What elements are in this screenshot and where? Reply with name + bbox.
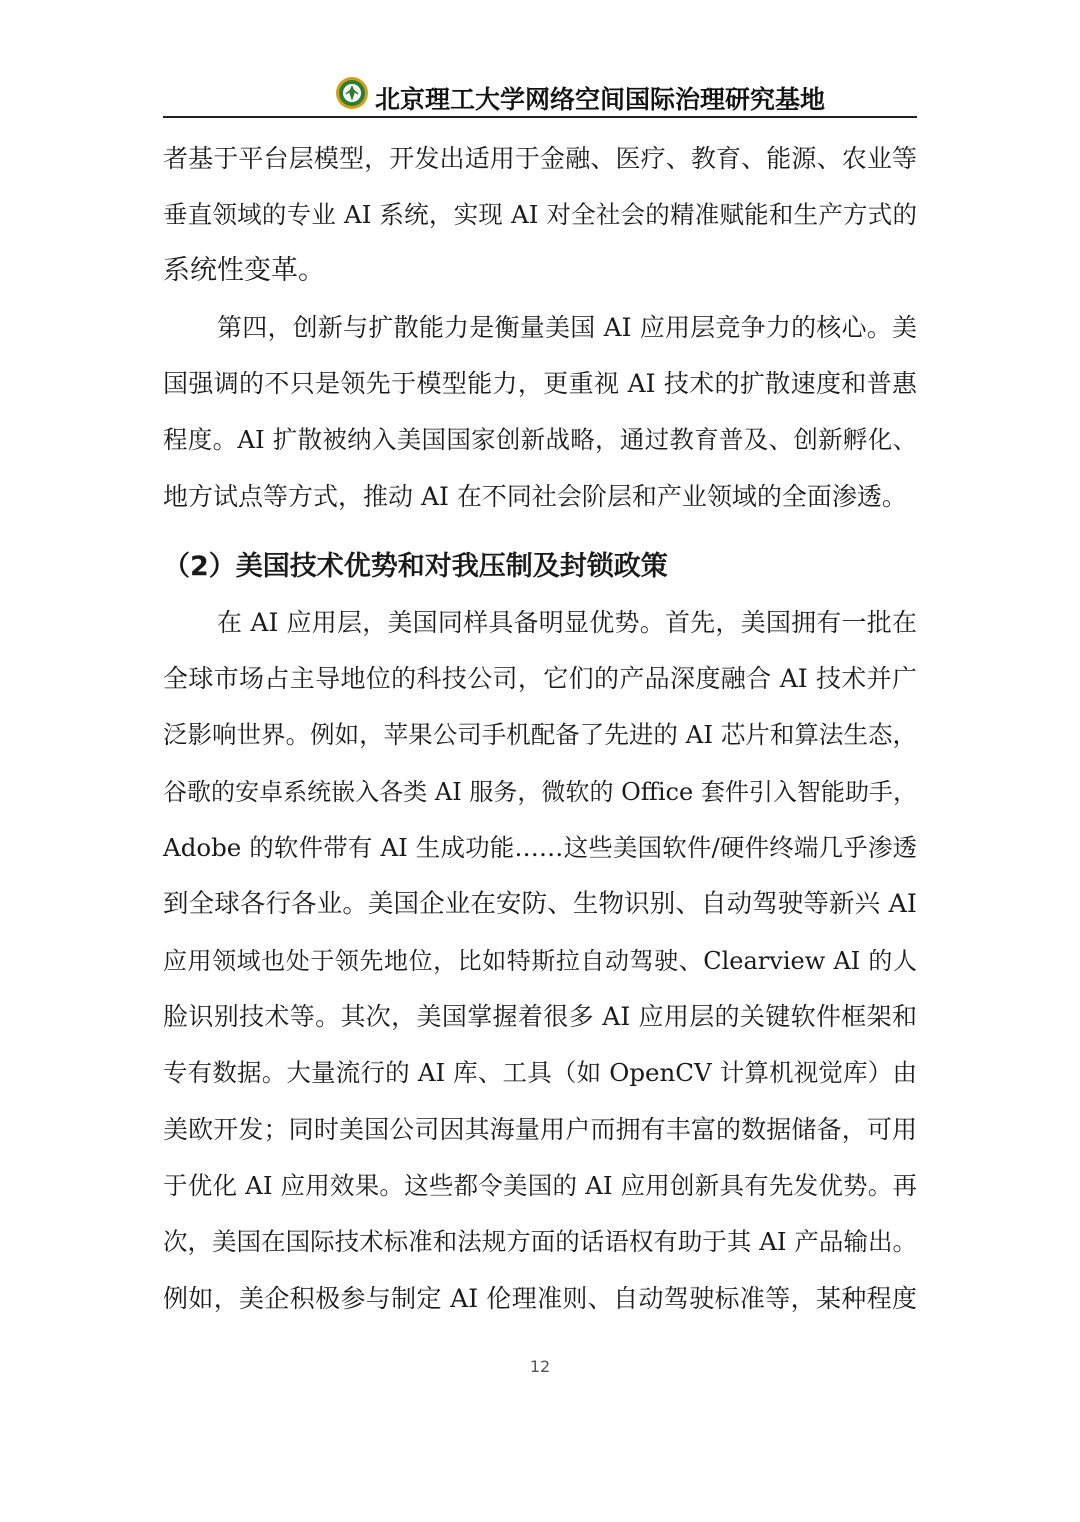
body-text-line: 次，美国在国际技术标准和法规方面的话语权有助于其 AI 产品输出。	[163, 1227, 917, 1256]
body-text-line: 第四，创新与扩散能力是衡量美国 AI 应用层竞争力的核心。美	[217, 313, 917, 342]
body-text-line: 例如，美企积极参与制定 AI 伦理准则、自动驾驶标准等，某种程度	[163, 1284, 917, 1313]
body-text-line: 美欧开发；同时美国公司因其海量用户而拥有丰富的数据储备，可用	[163, 1115, 917, 1144]
body-text-line: 垂直领域的专业 AI 系统，实现 AI 对全社会的精准赋能和生产方式的	[163, 200, 917, 229]
body-text-line: 国强调的不只是领先于模型能力，更重视 AI 技术的扩散速度和普惠	[163, 369, 917, 398]
body-text-line: 系统性变革。	[163, 255, 325, 286]
body-text-line: 泛影响世界。例如，苹果公司手机配备了先进的 AI 芯片和算法生态，	[163, 720, 917, 749]
page-header	[163, 64, 917, 118]
body-text-line: 地方试点等方式，推动 AI 在不同社会阶层和产业领域的全面渗透。	[163, 482, 907, 511]
body-text-line: 应用领域也处于领先地位，比如特斯拉自动驾驶、Clearview AI 的人	[163, 947, 917, 975]
body-text-line: 脸识别技术等。其次，美国掌握着很多 AI 应用层的关键软件框架和	[163, 1002, 917, 1031]
body-text-line: 于优化 AI 应用效果。这些都令美国的 AI 应用创新具有先发优势。再	[163, 1171, 917, 1200]
header-title: 北京理工大学网络空间国际治理研究基地	[375, 85, 826, 114]
body-text-line: 者基于平台层模型，开发出适用于金融、医疗、教育、能源、农业等	[163, 144, 917, 173]
body-text-line: 在 AI 应用层，美国同样具备明显优势。首先，美国拥有一批在	[217, 608, 917, 637]
body-text-line: 到全球各行各业。美国企业在安防、生物识别、自动驾驶等新兴 AI	[163, 889, 917, 919]
body-text-line: 专有数据。大量流行的 AI 库、工具（如 OpenCV 计算机视觉库）由	[163, 1058, 917, 1087]
body-text-line: 全球市场占主导地位的科技公司，它们的产品深度融合 AI 技术并广	[163, 664, 917, 693]
body-text-line: Adobe 的软件带有 AI 生成功能……这些美国软件/硬件终端几乎渗透	[163, 833, 917, 862]
body-text-line: 程度。AI 扩散被纳入美国国家创新战略，通过教育普及、创新孵化、	[163, 425, 917, 454]
page-number: 12	[529, 1357, 551, 1376]
section-heading: （2）美国技术优势和对我压制及封锁政策	[163, 551, 668, 582]
university-logo-icon	[335, 76, 369, 110]
body-text-line: 谷歌的安卓系统嵌入各类 AI 服务，微软的 Office 套件引入智能助手，	[163, 778, 917, 806]
